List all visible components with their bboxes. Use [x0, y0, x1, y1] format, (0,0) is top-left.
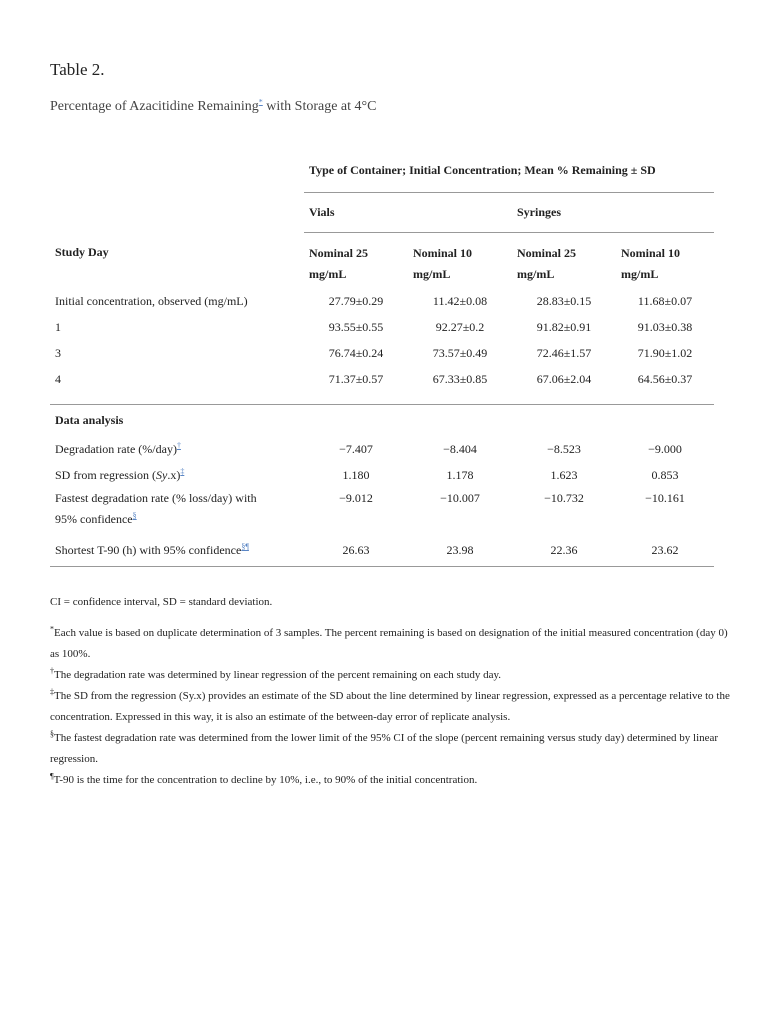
table-row: [50, 288, 714, 314]
caption-text-after: with Storage at 4°C: [262, 99, 377, 114]
cell-value: 26.63: [304, 536, 408, 566]
table-title: Table 2.: [50, 60, 105, 79]
footnote-link[interactable]: †: [176, 440, 181, 450]
cell-value: 1.180: [342, 467, 370, 482]
container-vials: Vials: [304, 192, 512, 232]
footnote-link[interactable]: §: [132, 511, 137, 520]
footnote-link[interactable]: §¶: [241, 542, 249, 552]
row-label: 3: [55, 345, 61, 360]
cell-value: 11.42±0.08: [432, 293, 488, 308]
footnote-link[interactable]: ‡: [180, 466, 185, 476]
cell-value: −10.161: [645, 491, 685, 505]
row-label: SD from regression (Sy.x)‡: [55, 466, 185, 482]
cell-value: 76.74±0.24: [328, 345, 384, 360]
table-row: [50, 462, 714, 488]
footnote: *Each value is based on duplicate determination of 3 samples. The percent remaining is based on designation of the initial measured concentration (day 0) as 100%.: [50, 624, 728, 660]
footnote: §The fastest degradation rate was determined from the lower limit of the 95% CI of the slope (percent remaining versus study day) determined by linear regression.: [50, 729, 719, 765]
row-label: Fastest degradation rate (% loss/day) with 95% confidence§: [55, 491, 257, 526]
group-header: Type of Container; Initial Concentration; Mean % Remaining ± SD: [304, 150, 714, 192]
cell-value: 67.06±2.04: [536, 371, 592, 386]
table-row: [50, 488, 714, 536]
row-label: Initial concentration, observed (mg/mL): [55, 293, 248, 308]
col-header: Nominal 25 mg/mL: [517, 245, 577, 281]
study-day-header: Study Day: [55, 245, 109, 259]
cell-value: 64.56±0.37: [637, 371, 693, 386]
cell-value: 0.853: [651, 467, 679, 482]
table-row: [50, 314, 714, 340]
analysis-header: Data analysis: [55, 412, 124, 427]
cell-value: 91.82±0.91: [536, 319, 592, 334]
table-row: [50, 436, 714, 462]
row-label: 4: [55, 371, 61, 386]
cell-value: −8.404: [443, 441, 477, 456]
cell-value: 71.37±0.57: [328, 371, 384, 386]
cell-value: −8.523: [547, 441, 581, 456]
cell-value: −10.007: [440, 491, 480, 505]
footnote: †The degradation rate was determined by linear regression of the percent remaining on each study day.: [50, 666, 502, 681]
footnote: ‡The SD from the regression (Sy.x) provides an estimate of the SD about the line determined by linear regression, expressed as a percentage relative to the concentration. Expressed in this way, it is also an estimate of the between-day error of replicate analysis.: [50, 687, 730, 723]
cell-value: −9.000: [648, 441, 682, 456]
cell-value: 27.79±0.29: [328, 293, 384, 308]
cell-value: 22.36: [512, 536, 616, 566]
row-label: Shortest T-90 (h) with 95% confidence§¶: [50, 536, 304, 566]
abbreviations-note: CI = confidence interval, SD = standard deviation.: [50, 596, 273, 608]
cell-value: 23.62: [616, 536, 714, 566]
cell-value: 72.46±1.57: [536, 345, 592, 360]
caption-text: Percentage of Azacitidine Remaining: [50, 99, 259, 114]
cell-value: 1.178: [446, 467, 474, 482]
cell-value: −7.407: [339, 441, 373, 456]
row-label: 1: [55, 319, 61, 334]
table-row: [50, 340, 714, 366]
cell-value: −9.012: [339, 491, 373, 505]
footnote: ¶T-90 is the time for the concentration to decline by 10%, i.e., to 90% of the initial concentration.: [50, 771, 478, 786]
cell-value: 67.33±0.85: [432, 371, 488, 386]
cell-value: −10.732: [544, 491, 584, 505]
cell-value: 28.83±0.15: [536, 293, 592, 308]
cell-value: 1.623: [550, 467, 578, 482]
table-row: [50, 366, 714, 392]
cell-value: 73.57±0.49: [432, 345, 488, 360]
cell-value: 93.55±0.55: [328, 319, 384, 334]
row-label: Degradation rate (%/day)†: [55, 440, 181, 456]
col-header: Nominal 10 mg/mL: [621, 245, 681, 281]
col-header: Nominal 25 mg/mL: [309, 245, 369, 281]
cell-value: 11.68±0.07: [637, 293, 693, 308]
container-syringes: Syringes: [512, 192, 714, 232]
data-table: [50, 150, 714, 567]
cell-value: 71.90±1.02: [637, 345, 693, 360]
table-caption: [50, 99, 376, 115]
caption-footnote-link[interactable]: *: [258, 97, 263, 107]
cell-value: 92.27±0.2: [435, 319, 485, 334]
cell-value: 91.03±0.38: [637, 319, 693, 334]
table-row: [50, 536, 714, 566]
footnotes: [50, 592, 730, 791]
cell-value: 23.98: [408, 536, 512, 566]
col-header: Nominal 10 mg/mL: [413, 245, 473, 281]
